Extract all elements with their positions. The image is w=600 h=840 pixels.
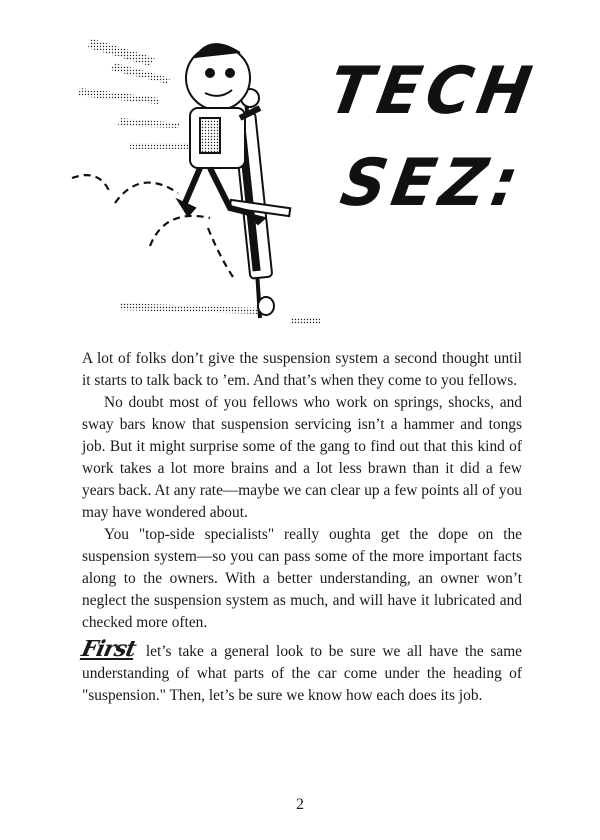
- title-line-1: TECH: [323, 52, 543, 129]
- first-word-lead: First: [79, 636, 138, 662]
- body-text: [79, 348, 522, 707]
- paragraph-4-text: let’s take a general look to be sure we all have the same understanding of what parts of the car come under the heading of "suspension." Then, let’s be sure we know how each does its job.: [82, 643, 522, 704]
- paragraph-1: A lot of folks don’t give the suspension system a second thought until it starts to talk back to ’em. And that’s when they come to you fellows.: [82, 350, 522, 389]
- paragraph-3: You "top-side specialists" really oughta get the dope on the suspension system—so you can pass some of the more important facts along to the owners. With a better understanding, an owner won’t neglect the suspension system as much, and will have it lubricated and checked more often.: [82, 526, 522, 631]
- page-title: [322, 52, 543, 221]
- page-number: 2: [296, 796, 304, 813]
- shock-absorber-character-illustration: [60, 18, 320, 328]
- title-line-2: SEZ:: [335, 144, 530, 221]
- bounce-trail: [72, 175, 235, 280]
- paragraph-4: [79, 636, 522, 707]
- paragraph-2: No doubt most of you fellows who work on springs, shocks, and sway bars know that suspension servicing isn’t a hammer and tongs job. But it might surprise some of the gang to find out that this kind of work takes a lot more brains and a lot less brawn than it did a few years back. At any rate—maybe we can clear up a few points all of you may have wondered about.: [82, 394, 522, 521]
